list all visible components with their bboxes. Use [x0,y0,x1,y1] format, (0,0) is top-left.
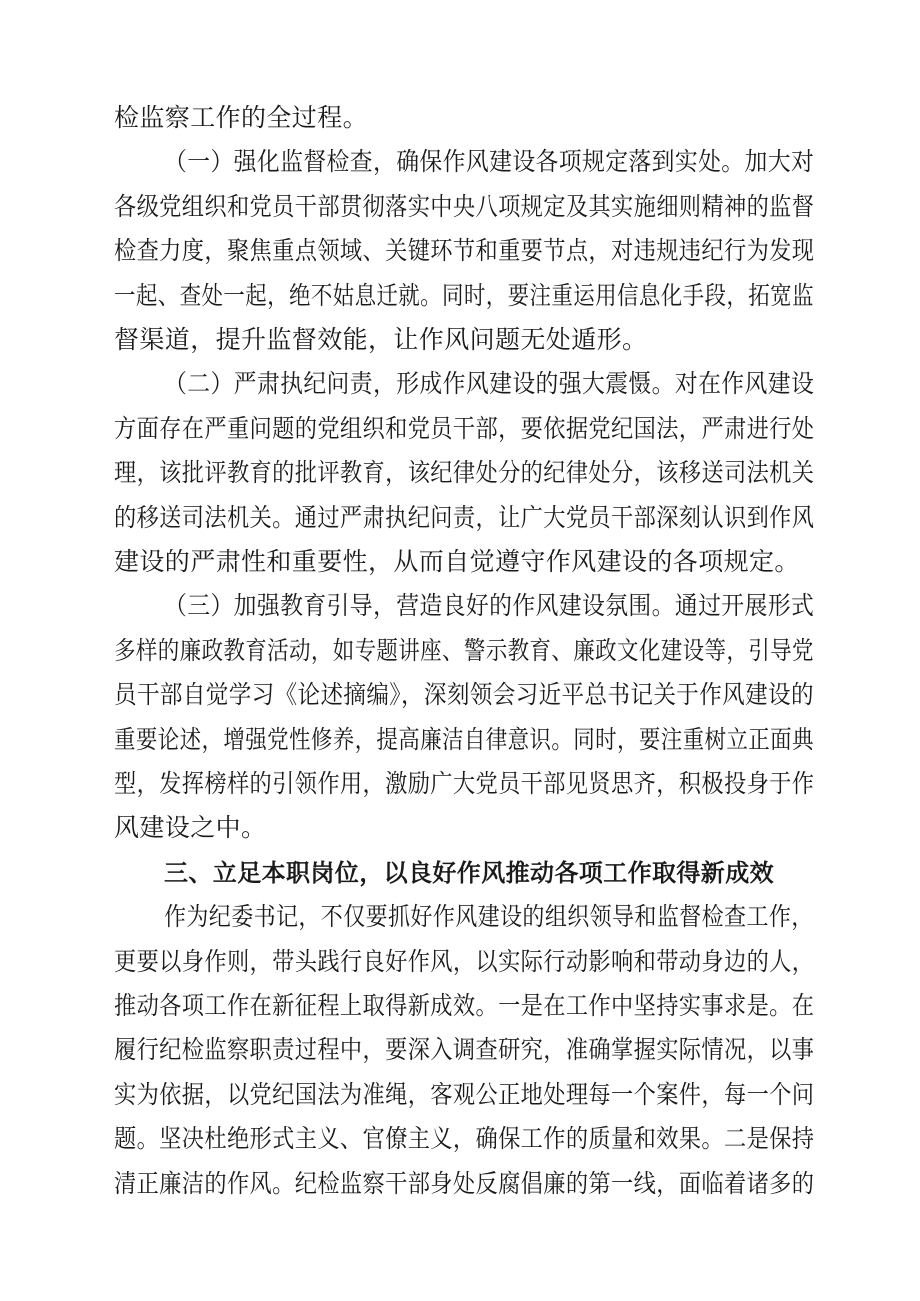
text-line: 题。坚决杜绝形式主义、官僚主义，确保工作的质量和效果。二是保持 [114,1124,815,1153]
text-line: 实为依据，以党纪国法为准绳，客观公正地处理每一个案件，每一个问 [114,1080,815,1109]
text-line: 的移送司法机关。通过严肃执纪问责，让广大党员干部深刻认识到作风 [114,503,815,532]
text-line: 理，该批评教育的批评教育，该纪律处分的纪律处分，该移送司法机关 [114,458,815,487]
text-line: 更要以身作则，带头践行良好作风，以实际行动影响和带动身边的人， [114,947,815,976]
text-line: 推动各项工作在新征程上取得新成效。一是在工作中坚持实事求是。在 [114,991,815,1020]
paragraph-first-line: 作为纪委书记，不仅要抓好作风建设的组织领导和监督检查工作， [164,902,814,931]
text-line: 建设的严肃性和重要性，从而自觉遵守作风建设的各项规定。 [114,547,800,576]
text-line: 清正廉洁的作风。纪检监察干部身处反腐倡廉的第一线，面临着诸多的 [114,1169,815,1198]
text-line: 履行纪检监察职责过程中，要深入调查研究，准确掌握实际情况，以事 [114,1035,815,1064]
text-line: 重要论述，增强党性修养，提高廉洁自律意识。同时，要注重树立正面典 [114,725,814,754]
paragraph-first-line: （一）强化监督检查，确保作风建设各项规定落到实处。加大对 [164,147,815,176]
paragraph-first-line: （三）加强教育引导，营造良好的作风建设氛围。通过开展形式 [164,591,815,620]
text-line: 风建设之中。 [114,813,267,842]
text-line: 督渠道，提升监督效能，让作风问题无处遁形。 [114,325,648,354]
text-line: 一起、查处一起，绝不姑息迁就。同时，要注重运用信息化手段，拓宽监 [114,281,814,310]
paragraph-first-line: （二）严肃执纪问责，形成作风建设的强大震慑。对在作风建设 [164,369,815,398]
section-heading: 三、立足本职岗位，以良好作风推动各项工作取得新成效 [164,859,774,887]
text-line: 员干部自觉学习《论述摘编》，深刻领会习近平总书记关于作风建设的 [114,680,814,709]
text-line: 检查力度，聚焦重点领域、关键环节和重要节点，对违规违纪行为发现 [114,236,815,265]
text-line: 型，发挥榜样的引领作用，激励广大党员干部见贤思齐，积极投身于作 [114,769,815,798]
text-line: 方面存在严重问题的党组织和党员干部，要依据党纪国法，严肃进行处 [114,414,815,443]
text-line: 多样的廉政教育活动，如专题讲座、警示教育、廉政文化建设等，引导党 [114,636,814,665]
text-line: 各级党组织和党员干部贯彻落实中央八项规定及其实施细则精神的监督 [114,192,815,221]
text-line: 检监察工作的全过程。 [114,103,369,132]
